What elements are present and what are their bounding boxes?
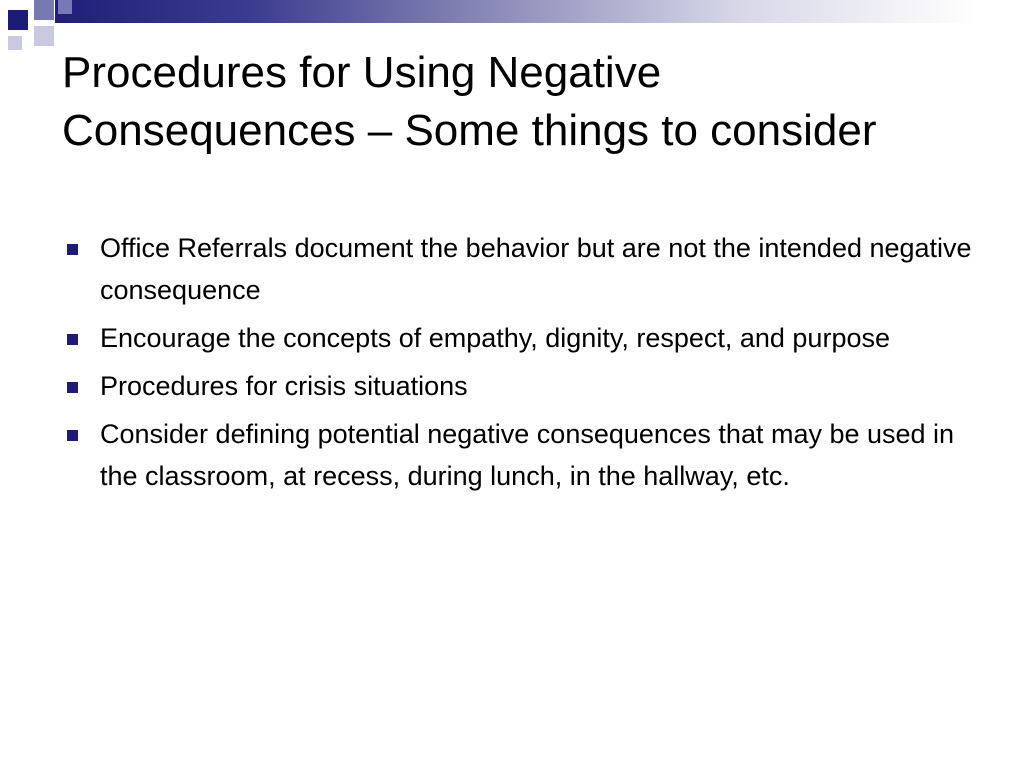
- decor-square-icon: [8, 10, 28, 30]
- bullet-text: Consider defining potential negative consequences that may be used in the classroom, at recess, during lunch, in the hallway, etc.: [100, 419, 955, 491]
- bullet-item: [62, 365, 982, 407]
- square-bullet-icon: [67, 334, 78, 345]
- decor-square-icon: [58, 0, 72, 14]
- bullet-list: [62, 227, 982, 503]
- bullet-text: Procedures for crisis situations: [100, 371, 468, 401]
- decor-square-icon: [8, 36, 22, 50]
- square-bullet-icon: [67, 430, 78, 441]
- header-gradient-bar: [55, 0, 1024, 23]
- decor-square-icon: [34, 26, 54, 46]
- bullet-text: Encourage the concepts of empathy, dignity, respect, and purpose: [100, 323, 890, 353]
- decor-square-icon: [34, 0, 54, 20]
- bullet-item: [62, 227, 982, 311]
- bullet-text: Office Referrals document the behavior but are not the intended negative consequence: [100, 233, 972, 305]
- bullet-item: [62, 317, 982, 359]
- bullet-item: [62, 413, 982, 497]
- square-bullet-icon: [67, 244, 78, 255]
- square-bullet-icon: [67, 382, 78, 393]
- slide-title: Procedures for Using Negative Consequences – Some things to consider: [62, 48, 877, 155]
